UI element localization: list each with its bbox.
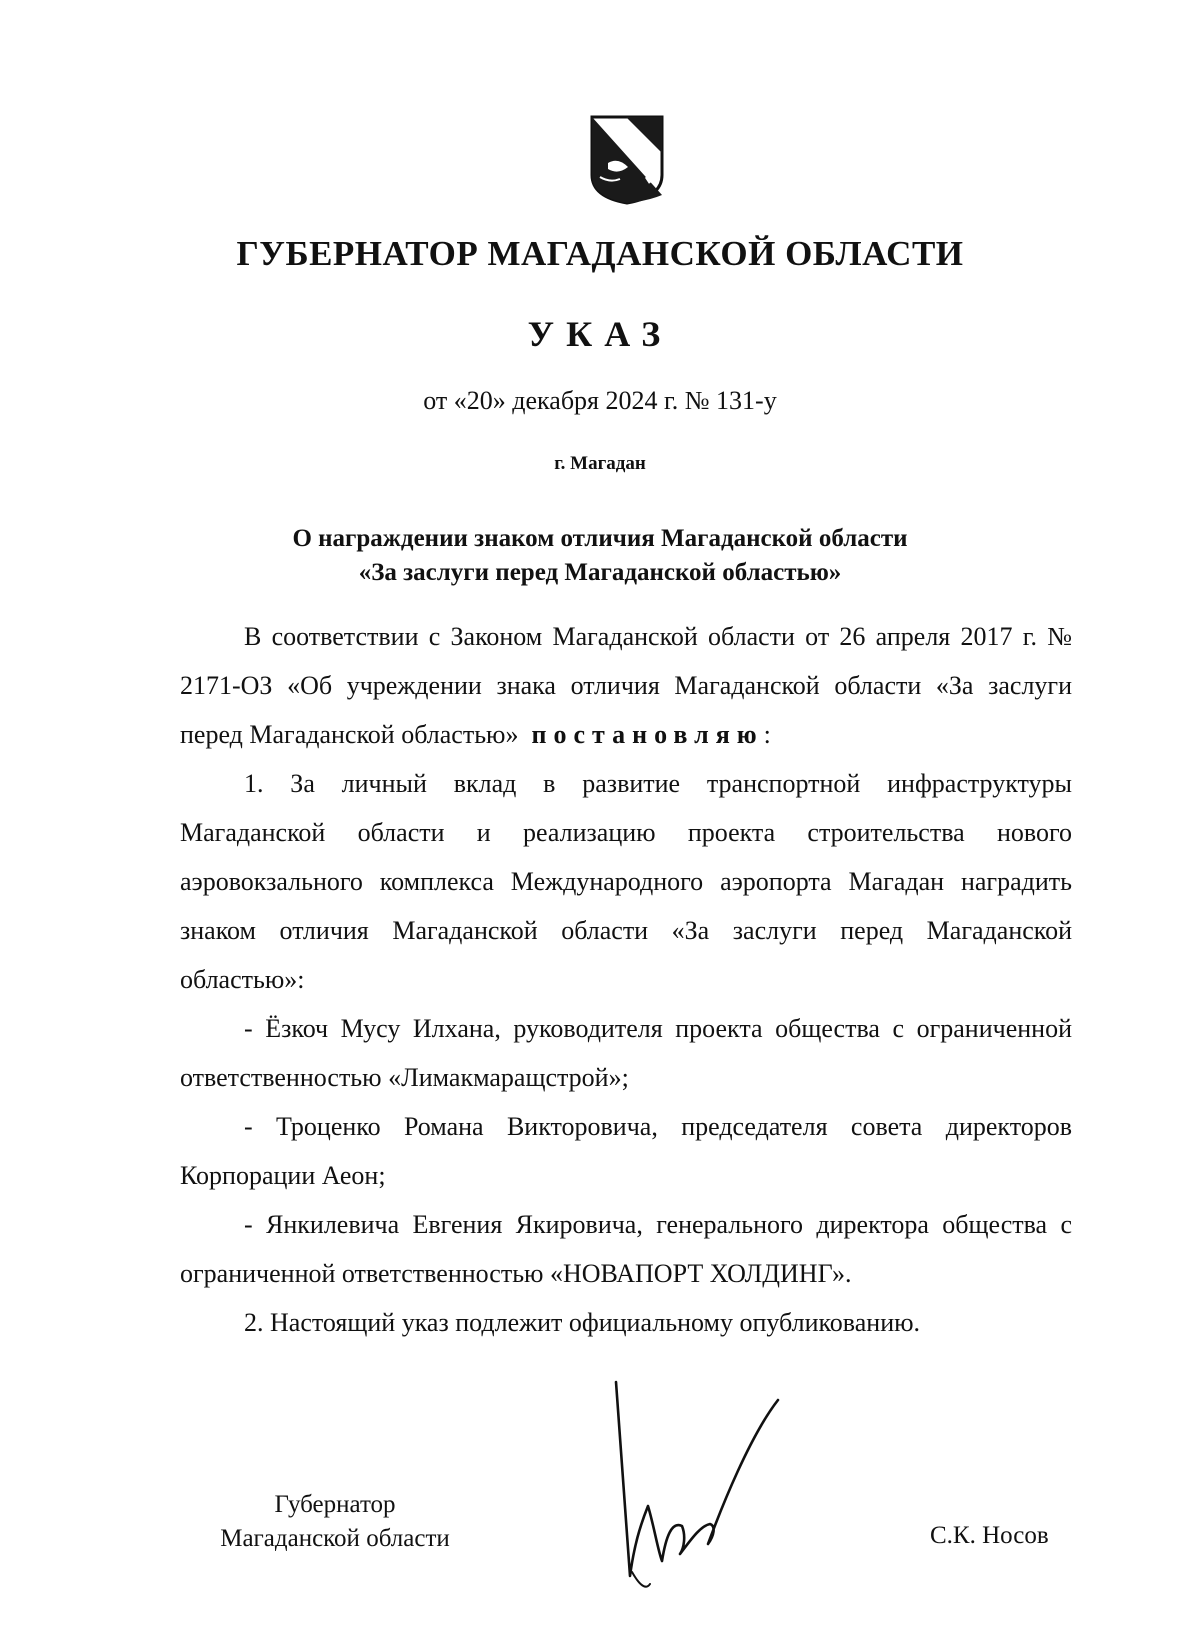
handwritten-signature [610,1376,790,1596]
awardee-2: - Троценко Романа Викторовича, председателя совета директоров Корпорации Аеон; [180,1112,1072,1190]
document-city: г. Магадан [554,453,646,474]
document-date-number: от «20» декабря 2024 г. № 131-у [423,386,777,415]
coat-of-arms-icon [588,113,666,205]
decree-colon: : [763,720,771,749]
awardee-1: - Ёзкоч Мусу Илхана, руководителя проекта общества с ограниченной ответственностью «Лимакмаращстрой»; [180,1014,1072,1092]
document-subject [0,522,1200,590]
signatory-title-line-1: Губернатор [274,1491,396,1518]
signatory-title [195,1488,475,1556]
document-type: УКАЗ [527,314,673,354]
signatory-title-line-2: Магаданской области [220,1525,450,1552]
issuing-authority: ГУБЕРНАТОР МАГАДАНСКОЙ ОБЛАСТИ [236,234,964,273]
preamble-paragraph [180,612,1072,759]
subject-line-1: О награждении знаком отличия Магаданской области [292,525,908,552]
decree-word: постановляю [531,720,764,749]
signatory-name: С.К. Носов [930,1522,1049,1549]
item-1-paragraph: 1. За личный вклад в развитие транспортной инфраструктуры Магаданской области и реализацию проекта строительства нового аэровокзального комплекса Международного аэропорта Магадан наградить знаком отличия Магаданской области «За заслуги перед Магаданской областью»: [180,769,1072,994]
document-body [180,612,1072,1347]
item-2-paragraph: 2. Настоящий указ подлежит официальному опубликованию. [244,1308,921,1337]
awardee-3: - Янкилевича Евгения Якировича, генерального директора общества с ограниченной ответственностью «НОВАПОРТ ХОЛДИНГ». [180,1210,1072,1288]
subject-line-2: «За заслуги перед Магаданской областью» [358,559,842,586]
preamble-text: В соответствии с Законом Магаданской области от 26 апреля 2017 г. № 2171-ОЗ «Об учреждении знака отличия Магаданской области «За заслуги перед Магаданской областью» [180,622,1072,749]
